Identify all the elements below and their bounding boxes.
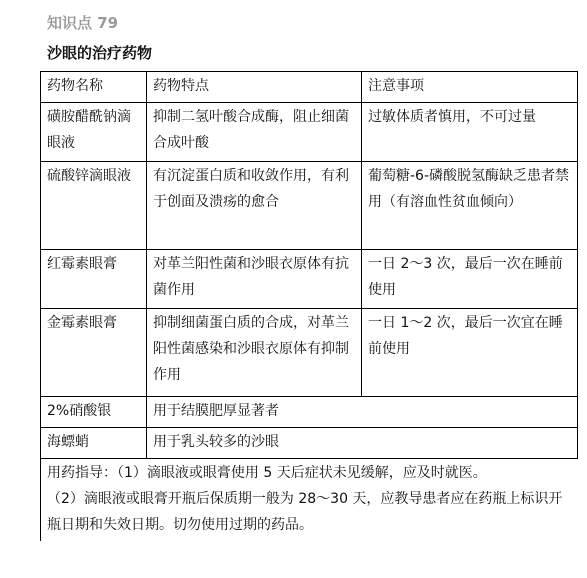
header-drug-feature: 药物特点 <box>147 72 362 103</box>
guidance-row <box>41 459 578 542</box>
guidance-line-2: （2）滴眼液或眼膏开瓶后保质期一般为 28～30 天，应教导患者应在药瓶上标识开瓶日期和失效日期。切勿使用过期的药品。 <box>47 491 563 533</box>
caution-cell: 一日 1～2 次，最后一次宜在睡前使用 <box>362 309 578 397</box>
section-title: 沙眼的治疗药物 <box>47 44 153 62</box>
drug-feature-cell: 对革兰阳性菌和沙眼衣原体有抗菌作用 <box>147 250 362 309</box>
table-row <box>41 162 578 250</box>
drug-name-cell: 磺胺醋酰钠滴眼液 <box>41 103 147 162</box>
guidance-line-1: 用药指导：（1）滴眼液或眼膏使用 5 天后症状未见缓解，应及时就医。 <box>47 465 487 481</box>
guidance-cell <box>41 459 578 542</box>
drug-name-cell: 2%硝酸银 <box>41 397 147 428</box>
table-row <box>41 309 578 397</box>
caution-cell: 过敏体质者慎用，不可过量 <box>362 103 578 162</box>
drug-feature-cell: 用于乳头较多的沙眼 <box>147 428 578 459</box>
table-header-row <box>41 72 578 103</box>
caution-cell: 一日 2～3 次，最后一次在睡前使用 <box>362 250 578 309</box>
caution-cell: 葡萄糖-6-磷酸脱氢酶缺乏患者禁用（有溶血性贫血倾向） <box>362 162 578 250</box>
drug-feature-cell: 抑制二氢叶酸合成酶，阻止细菌合成叶酸 <box>147 103 362 162</box>
header-caution: 注意事项 <box>362 72 578 103</box>
header-drug-name: 药物名称 <box>41 72 147 103</box>
table-row <box>41 428 578 459</box>
drug-name-cell: 海螵蛸 <box>41 428 147 459</box>
table-row <box>41 250 578 309</box>
drug-name-cell: 红霉素眼膏 <box>41 250 147 309</box>
drug-feature-cell: 有沉淀蛋白质和收敛作用，有利于创面及溃疡的愈合 <box>147 162 362 250</box>
drug-feature-cell: 用于结膜肥厚显著者 <box>147 397 578 428</box>
drug-name-cell: 金霉素眼膏 <box>41 309 147 397</box>
drug-name-cell: 硫酸锌滴眼液 <box>41 162 147 250</box>
drug-table <box>40 71 578 541</box>
drug-feature-cell: 抑制细菌蛋白质的合成，对革兰阳性菌感染和沙眼衣原体有抑制作用 <box>147 309 362 397</box>
table-row <box>41 103 578 162</box>
knowledge-point-heading: 知识点 79 <box>47 14 119 32</box>
table-row <box>41 397 578 428</box>
